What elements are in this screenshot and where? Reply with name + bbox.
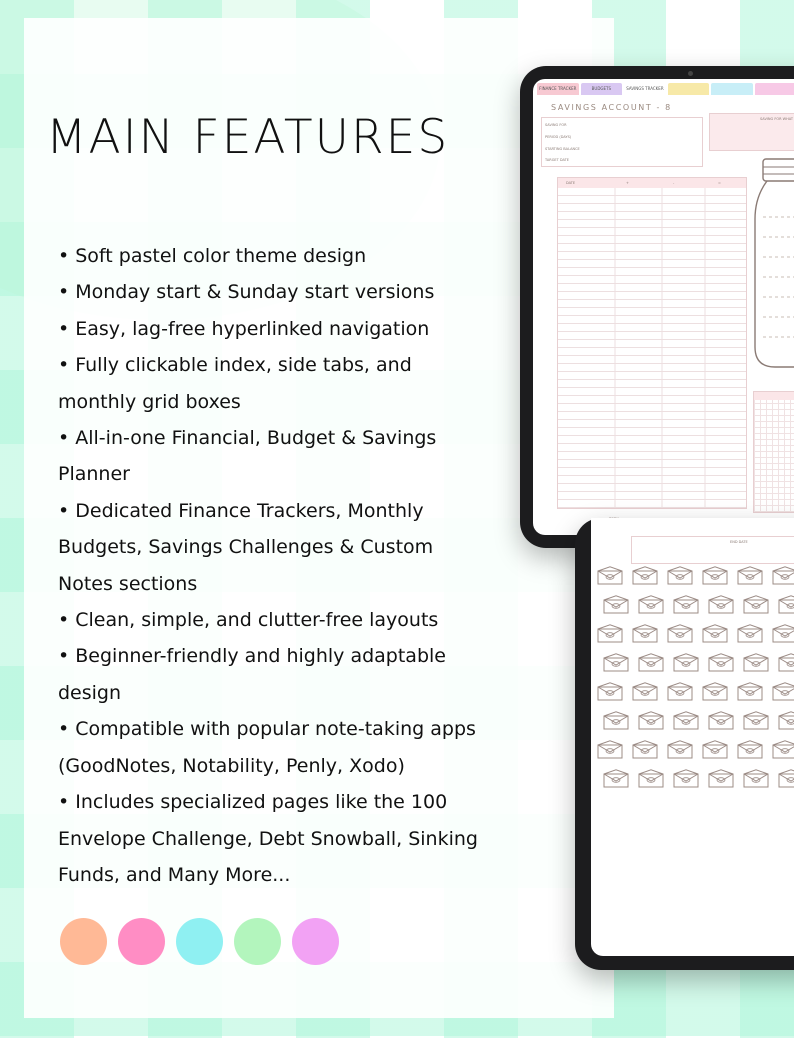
feature-item-continuation: (GoodNotes, Notability, Penly, Xodo) (58, 754, 405, 777)
feature-item: • Easy, lag-free hyperlinked navigation (58, 311, 528, 347)
envelope-icon[interactable] (638, 711, 664, 730)
envelope-icon[interactable] (778, 595, 794, 614)
envelope-icon[interactable] (778, 711, 794, 730)
envelope-icon[interactable] (638, 769, 664, 788)
col-equals: = (718, 181, 721, 185)
notes-grid-header (754, 392, 794, 400)
field-label: TARGET DATE (545, 158, 569, 162)
envelope-icon[interactable] (743, 595, 769, 614)
feature-item: • Includes specialized pages like the 100 (58, 784, 528, 820)
envelope-icon[interactable] (778, 653, 794, 672)
envelope-icon[interactable] (743, 769, 769, 788)
envelope-icon[interactable] (708, 769, 734, 788)
page-title: MAIN FEATURES (46, 110, 450, 165)
envelope-icon[interactable] (778, 769, 794, 788)
tab-savings-tracker[interactable]: SAVINGS TRACKER (624, 83, 666, 95)
mason-jar-icon (751, 157, 794, 371)
envelope-icon[interactable] (597, 624, 623, 643)
swatch-lilac (292, 918, 339, 965)
envelope-icon[interactable] (708, 653, 734, 672)
feature-list (58, 238, 528, 893)
feature-item: • Dedicated Finance Trackers, Monthly (58, 493, 528, 529)
envelope-icon[interactable] (772, 682, 794, 701)
envelope-icon[interactable] (597, 682, 623, 701)
envelope-icon[interactable] (673, 595, 699, 614)
feature-item-continuation: Planner (58, 463, 130, 486)
feature-item: • Fully clickable index, side tabs, and (58, 347, 528, 383)
feature-item-continuation: Budgets, Savings Challenges & Custom (58, 536, 434, 559)
envelope-icon[interactable] (638, 595, 664, 614)
envelope-icon[interactable] (667, 682, 693, 701)
envelope-icon[interactable] (708, 595, 734, 614)
swatch-pink (118, 918, 165, 965)
tab-budgets[interactable]: BUDGETS (581, 83, 623, 95)
tablet-envelope-challenge (575, 518, 794, 970)
field-label: SAVING FOR (545, 123, 567, 127)
feature-item-continuation: Funds, and Many More... (58, 863, 291, 886)
feature-item-continuation: design (58, 681, 122, 704)
feature-item: • Monday start & Sunday start versions (58, 274, 528, 310)
saving-for-label: SAVING FOR WHAT (760, 117, 793, 121)
envelope-grid (597, 566, 794, 788)
envelope-icon[interactable] (603, 595, 629, 614)
tab-finance-tracker[interactable]: FINANCE TRACKER (537, 83, 579, 95)
feature-item: • Beginner-friendly and highly adaptable (58, 638, 528, 674)
envelope-icon[interactable] (632, 682, 658, 701)
feature-item-continuation: monthly grid boxes (58, 390, 241, 413)
envelope-icon[interactable] (673, 769, 699, 788)
savings-fields (541, 117, 703, 167)
envelope-icon[interactable] (603, 653, 629, 672)
sheet-title: SAVINGS ACCOUNT - 8 (551, 103, 672, 112)
envelope-icon[interactable] (743, 711, 769, 730)
envelope-icon[interactable] (632, 624, 658, 643)
field-label: PERIOD (DAYS) (545, 135, 572, 139)
table-header-row (558, 178, 746, 188)
envelope-icon[interactable] (737, 624, 763, 643)
field-label: STARTING BALANCE (545, 147, 580, 151)
envelope-icon[interactable] (667, 740, 693, 759)
col-date: DATE (566, 181, 576, 185)
tab-blue[interactable] (711, 83, 753, 95)
savings-log-table (557, 177, 747, 509)
col-plus: + (626, 181, 629, 185)
feature-item-continuation: Envelope Challenge, Debt Snowball, Sinking (58, 827, 478, 850)
envelope-icon[interactable] (702, 624, 728, 643)
envelope-icon[interactable] (632, 566, 658, 585)
envelope-icon[interactable] (708, 711, 734, 730)
feature-item-continuation: Notes sections (58, 572, 198, 595)
envelope-icon[interactable] (737, 740, 763, 759)
tablet-screen (591, 518, 794, 956)
envelope-icon[interactable] (772, 740, 794, 759)
envelope-icon[interactable] (702, 740, 728, 759)
swatch-mint (234, 918, 281, 965)
end-date-label: END DATE (730, 540, 748, 544)
envelope-icon[interactable] (737, 566, 763, 585)
date-range-box (631, 536, 794, 564)
feature-item: • Clean, simple, and clutter-free layouts (58, 602, 528, 638)
envelope-icon[interactable] (603, 711, 629, 730)
planner-tabs (537, 83, 794, 95)
swatch-aqua (176, 918, 223, 965)
tab-yellow[interactable] (668, 83, 710, 95)
envelope-icon[interactable] (638, 653, 664, 672)
envelope-icon[interactable] (667, 566, 693, 585)
tablet-savings-tracker (520, 66, 794, 548)
tab-pink[interactable] (755, 83, 794, 95)
envelope-icon[interactable] (673, 711, 699, 730)
envelope-icon[interactable] (772, 624, 794, 643)
envelope-icon[interactable] (743, 653, 769, 672)
feature-item: • All-in-one Financial, Budget & Savings (58, 420, 528, 456)
color-swatches (60, 918, 339, 965)
feature-item: • Soft pastel color theme design (58, 238, 528, 274)
envelope-icon[interactable] (667, 624, 693, 643)
camera-dot (688, 71, 693, 76)
envelope-icon[interactable] (597, 566, 623, 585)
envelope-icon[interactable] (632, 740, 658, 759)
envelope-icon[interactable] (597, 740, 623, 759)
envelope-icon[interactable] (737, 682, 763, 701)
envelope-icon[interactable] (603, 769, 629, 788)
envelope-icon[interactable] (673, 653, 699, 672)
feature-item: • Compatible with popular note-taking apps (58, 711, 528, 747)
col-minus: - (673, 181, 675, 185)
envelope-icon[interactable] (702, 682, 728, 701)
envelope-icon[interactable] (772, 566, 794, 585)
swatch-peach (60, 918, 107, 965)
saving-for-box (709, 113, 794, 151)
notes-grid (753, 391, 794, 513)
envelope-icon[interactable] (702, 566, 728, 585)
tablet-screen (533, 79, 794, 535)
